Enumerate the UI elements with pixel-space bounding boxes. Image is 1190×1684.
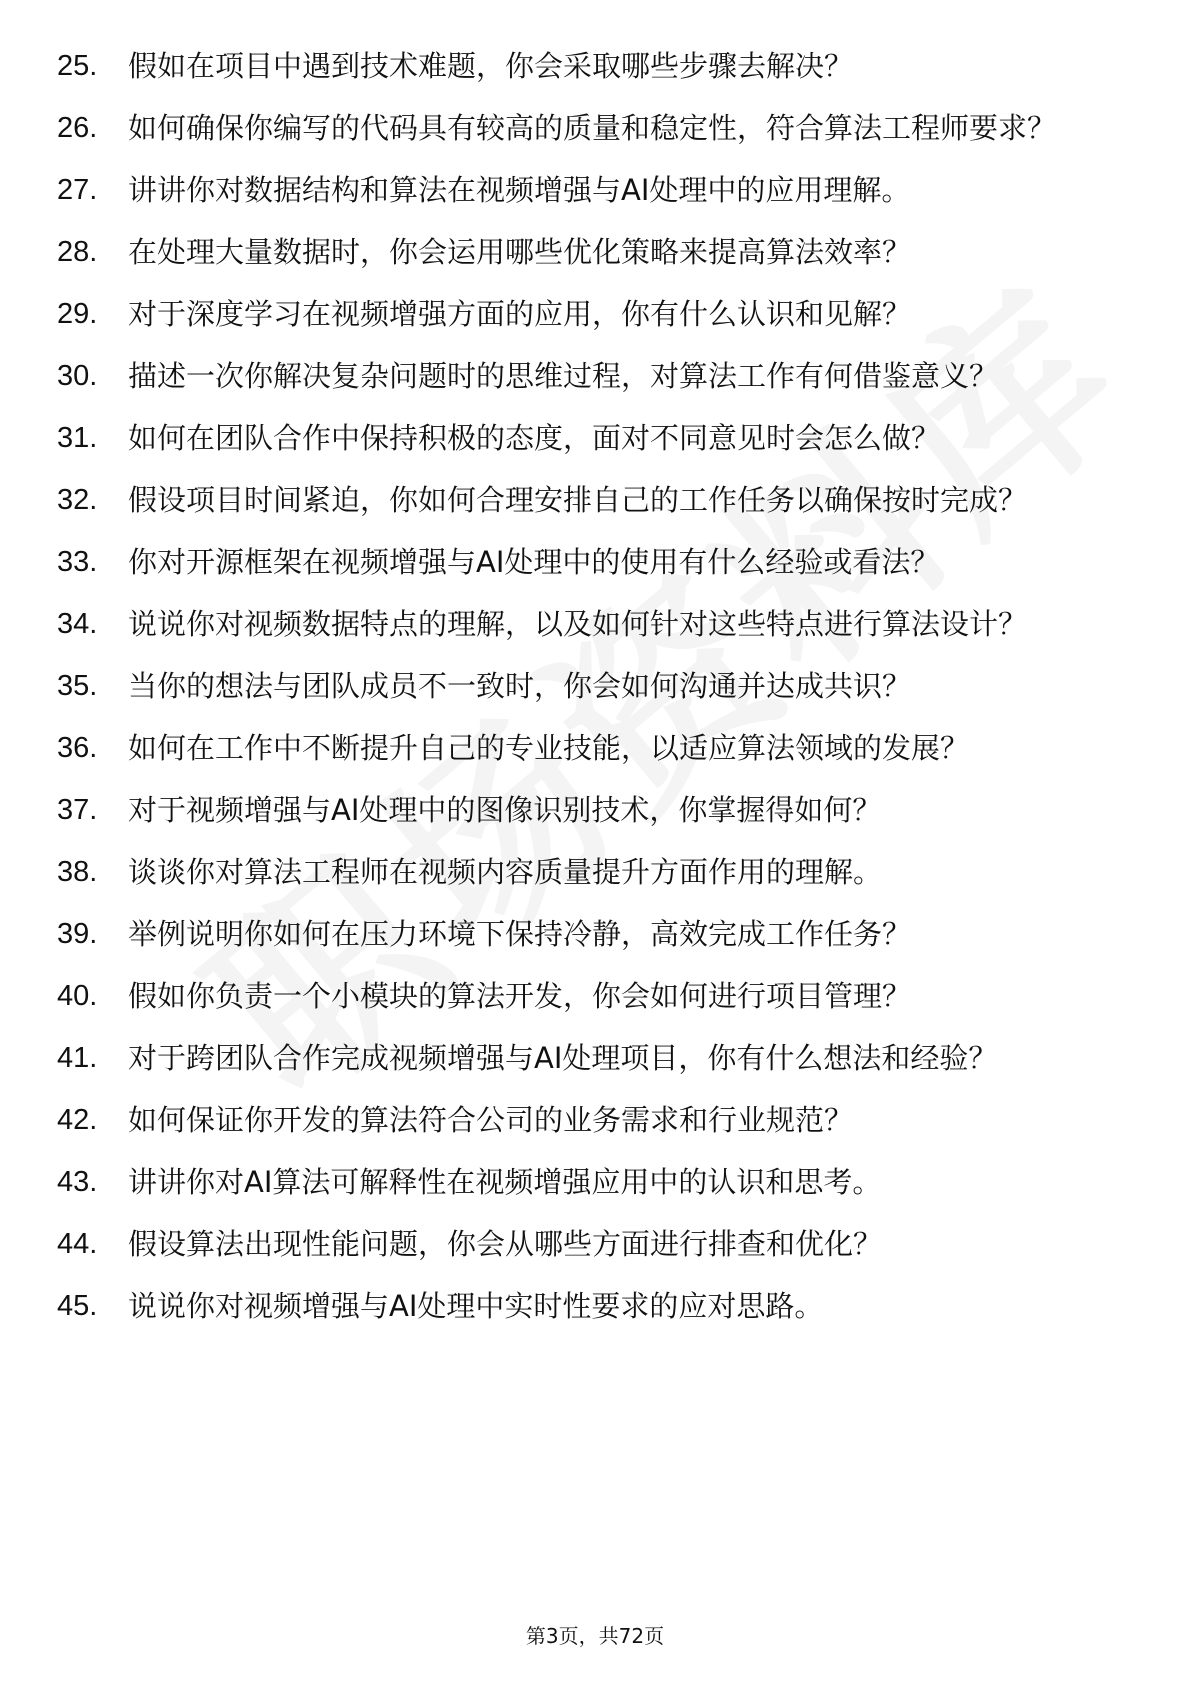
question-number: 40. bbox=[57, 980, 98, 1012]
question-list bbox=[0, 46, 1190, 1348]
question-text: 对于深度学习在视频增强方面的应用，你有什么认识和见解？ bbox=[128, 297, 912, 331]
question-item-29 bbox=[0, 294, 1118, 335]
question-item-40 bbox=[0, 976, 1118, 1017]
question-item-26 bbox=[0, 108, 1118, 149]
question-item-27 bbox=[0, 170, 1118, 211]
question-number: 33. bbox=[57, 546, 98, 578]
question-text: 讲讲你对AI算法可解释性在视频增强应用中的认识和思考。 bbox=[128, 1165, 882, 1199]
question-item-32 bbox=[0, 480, 1118, 521]
question-item-34 bbox=[0, 604, 1118, 645]
question-number: 39. bbox=[57, 918, 98, 950]
question-number: 32. bbox=[57, 484, 98, 516]
question-text: 如何在团队合作中保持积极的态度，面对不同意见时会怎么做？ bbox=[128, 421, 941, 455]
question-number: 35. bbox=[57, 670, 98, 702]
question-item-28 bbox=[0, 232, 1118, 273]
question-text: 如何确保你编写的代码具有较高的质量和稳定性，符合算法工程师要求？ bbox=[128, 111, 1057, 145]
question-item-41 bbox=[0, 1038, 1118, 1079]
question-item-39 bbox=[0, 914, 1118, 955]
question-item-30 bbox=[0, 356, 1118, 397]
question-text: 描述一次你解决复杂问题时的思维过程，对算法工作有何借鉴意义？ bbox=[128, 359, 999, 393]
question-text: 说说你对视频数据特点的理解，以及如何针对这些特点进行算法设计？ bbox=[128, 607, 1028, 641]
question-number: 28. bbox=[57, 236, 98, 268]
question-text: 假设项目时间紧迫，你如何合理安排自己的工作任务以确保按时完成？ bbox=[128, 483, 1028, 517]
page-footer: 第3页，共72页 bbox=[525, 1624, 665, 1648]
question-number: 26. bbox=[57, 112, 98, 144]
question-number: 41. bbox=[57, 1042, 98, 1074]
question-text: 假如你负责一个小模块的算法开发，你会如何进行项目管理？ bbox=[128, 979, 912, 1013]
question-number: 42. bbox=[57, 1104, 98, 1136]
question-text: 对于跨团队合作完成视频增强与AI处理项目，你有什么想法和经验？ bbox=[128, 1041, 998, 1075]
question-text: 如何在工作中不断提升自己的专业技能，以适应算法领域的发展？ bbox=[128, 731, 970, 765]
question-item-45 bbox=[0, 1286, 1118, 1327]
question-item-42 bbox=[0, 1100, 1118, 1141]
question-number: 37. bbox=[57, 794, 98, 826]
question-number: 31. bbox=[57, 422, 98, 454]
question-text: 说说你对视频增强与AI处理中实时性要求的应对思路。 bbox=[128, 1289, 824, 1323]
question-text: 讲讲你对数据结构和算法在视频增强与AI处理中的应用理解。 bbox=[128, 173, 911, 207]
question-number: 45. bbox=[57, 1290, 98, 1322]
question-item-25 bbox=[0, 46, 1118, 87]
question-item-44 bbox=[0, 1224, 1118, 1265]
question-text: 谈谈你对算法工程师在视频内容质量提升方面作用的理解。 bbox=[128, 855, 883, 889]
question-number: 44. bbox=[57, 1228, 98, 1260]
question-text: 假如在项目中遇到技术难题，你会采取哪些步骤去解决？ bbox=[128, 49, 854, 83]
question-text: 对于视频增强与AI处理中的图像识别技术，你掌握得如何？ bbox=[128, 793, 882, 827]
question-text: 举例说明你如何在压力环境下保持冷静，高效完成工作任务？ bbox=[128, 917, 912, 951]
question-text: 你对开源框架在视频增强与AI处理中的使用有什么经验或看法？ bbox=[128, 545, 940, 579]
question-item-31 bbox=[0, 418, 1118, 459]
question-text: 当你的想法与团队成员不一致时，你会如何沟通并达成共识？ bbox=[128, 669, 912, 703]
question-number: 27. bbox=[57, 174, 98, 206]
question-number: 34. bbox=[57, 608, 98, 640]
question-text: 在处理大量数据时，你会运用哪些优化策略来提高算法效率？ bbox=[128, 235, 912, 269]
question-number: 43. bbox=[57, 1166, 98, 1198]
question-item-33 bbox=[0, 542, 1118, 583]
question-item-38 bbox=[0, 852, 1118, 893]
question-number: 38. bbox=[57, 856, 98, 888]
question-item-36 bbox=[0, 728, 1118, 769]
question-text: 如何保证你开发的算法符合公司的业务需求和行业规范？ bbox=[128, 1103, 854, 1137]
question-item-35 bbox=[0, 666, 1118, 707]
question-number: 25. bbox=[57, 50, 98, 82]
question-number: 30. bbox=[57, 360, 98, 392]
question-number: 29. bbox=[57, 298, 98, 330]
question-item-43 bbox=[0, 1162, 1118, 1203]
question-text: 假设算法出现性能问题，你会从哪些方面进行排查和优化？ bbox=[128, 1227, 883, 1261]
question-item-37 bbox=[0, 790, 1118, 831]
question-number: 36. bbox=[57, 732, 98, 764]
